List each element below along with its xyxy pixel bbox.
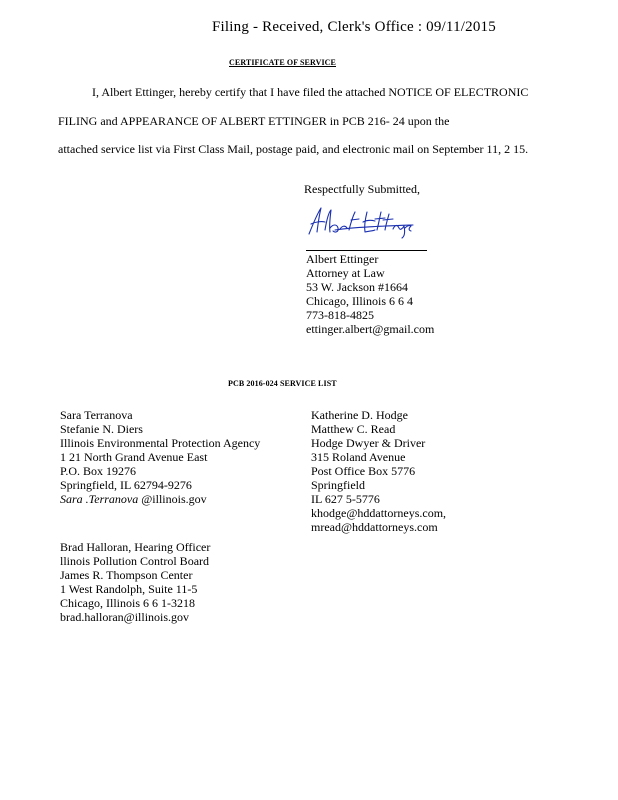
attorney-city: Chicago, Illinois 6 6 4: [306, 294, 413, 308]
handwritten-signature: [305, 204, 417, 240]
attorney-title: Attorney at Law: [306, 266, 385, 280]
recipient-email: [60, 492, 260, 506]
recipient-line: Springfield: [311, 478, 365, 492]
recipient-email: brad.halloran@illinois.gov: [60, 610, 190, 624]
attorney-email: ettinger.albert@gmail.com: [306, 322, 435, 336]
attorney-phone: 773-818-4825: [306, 308, 374, 322]
recipient-line: Stefanie N. Diers: [60, 422, 143, 436]
recipient-line: IL 627 5-5776: [311, 492, 380, 506]
attorney-name: Albert Ettinger: [306, 252, 379, 266]
certificate-title: CERTIFICATE OF SERVICE: [229, 58, 336, 67]
closing-text: Respectfully Submitted,: [304, 182, 420, 196]
recipient-line: 1 21 North Grand Avenue East: [60, 450, 208, 464]
recipient-email: khodge@hddattorneys.com,: [311, 506, 447, 520]
recipient-line: llinois Pollution Control Board: [60, 554, 210, 568]
recipient-line: Katherine D. Hodge: [311, 408, 408, 422]
signature-line: [306, 250, 427, 251]
recipient-line: 315 Roland Avenue: [311, 450, 406, 464]
recipient-email: mread@hddattorneys.com: [311, 520, 438, 534]
recipient-email-name: Sara .Terranova: [60, 492, 139, 506]
recipient-line: Springfield, IL 62794-9276: [60, 478, 192, 492]
service-recipient-iepa: [60, 408, 260, 506]
filing-stamp: Filing - Received, Clerk's Office : 09/11/2015: [212, 19, 496, 35]
attorney-address: 53 W. Jackson #1664: [306, 280, 408, 294]
attorney-contact-block: [306, 252, 434, 336]
certificate-line-2: FILING and APPEARANCE OF ALBERT ETTINGER in PCB 216- 24 upon the: [58, 114, 450, 128]
recipient-line: Post Office Box 5776: [311, 464, 416, 478]
service-list-title: PCB 2016-024 SERVICE LIST: [228, 379, 337, 388]
recipient-line: P.O. Box 19276: [60, 464, 137, 478]
service-recipient-hodge: [311, 408, 446, 534]
certificate-line-3: attached service list via First Class Mail, postage paid, and electronic mail on September 11, 2 15.: [58, 142, 529, 156]
certificate-line-1: I, Albert Ettinger, hereby certify that I have filed the attached NOTICE OF ELECTRONIC: [92, 85, 529, 99]
recipient-line: James R. Thompson Center: [60, 568, 193, 582]
recipient-line: Illinois Environmental Protection Agency: [60, 436, 261, 450]
recipient-line: 1 West Randolph, Suite 11-5: [60, 582, 198, 596]
recipient-line: Hodge Dwyer & Driver: [311, 436, 426, 450]
recipient-line: Brad Halloran, Hearing Officer: [60, 540, 211, 554]
recipient-line: Chicago, Illinois 6 6 1-3218: [60, 596, 195, 610]
recipient-line: Sara Terranova: [60, 408, 133, 422]
recipient-line: Matthew C. Read: [311, 422, 396, 436]
service-recipient-hearing-officer: [60, 540, 210, 624]
recipient-email-domain: @illinois.gov: [138, 492, 207, 506]
